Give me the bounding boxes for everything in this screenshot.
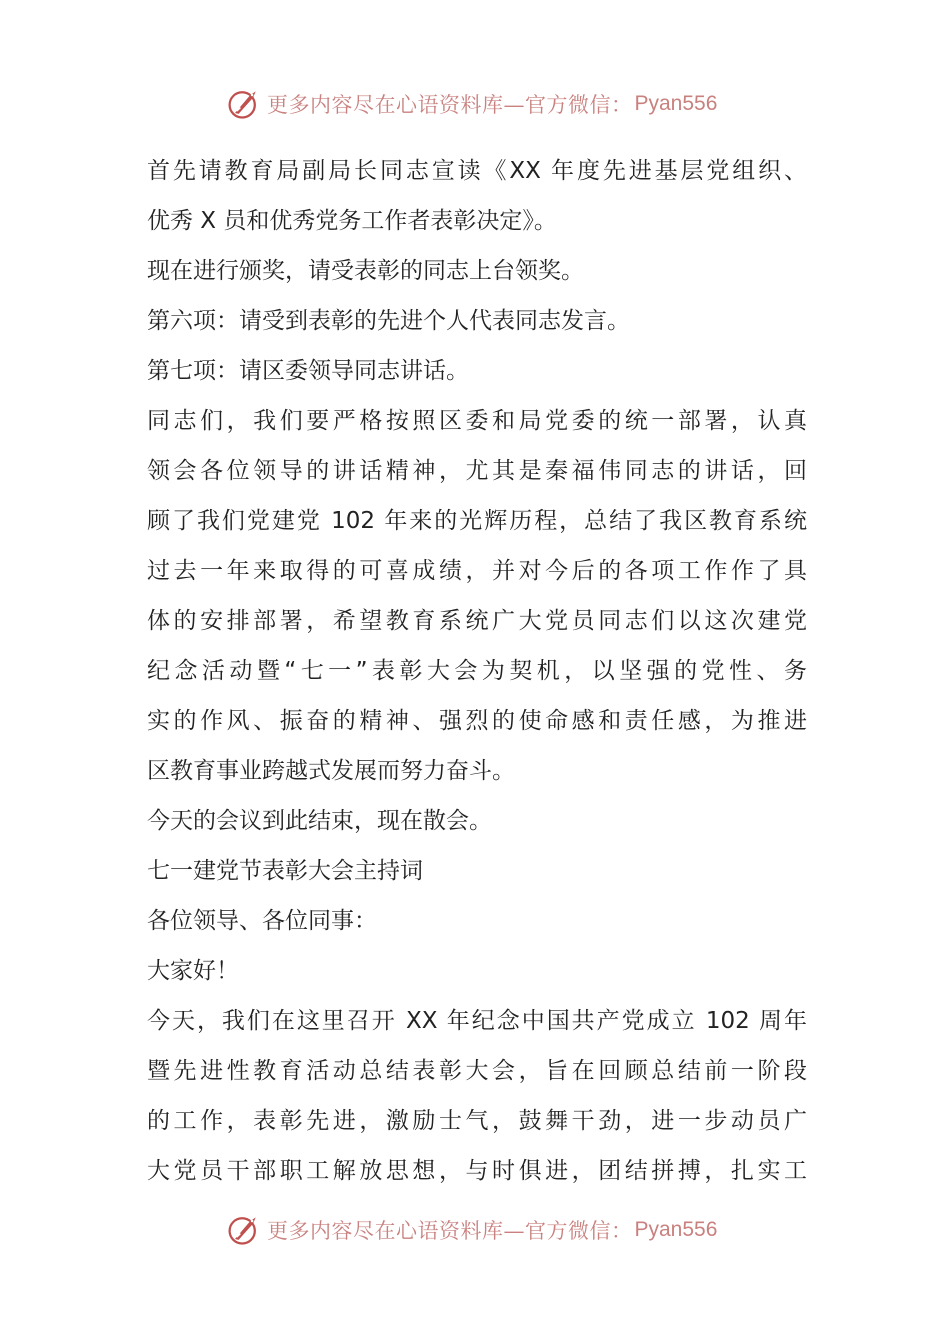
body-line: 同志们，我们要严格按照区委和局党委的统一部署，认真	[147, 408, 807, 434]
body-line: 现在进行颁奖，请受表彰的同志上台领奖。	[147, 258, 584, 284]
watermark-header	[225, 84, 745, 124]
pen-nib-logo-icon	[225, 86, 263, 122]
body-line: 区教育事业跨越式发展而努力奋斗。	[147, 758, 515, 784]
body-line: 顾了我们党建党 102 年来的光辉历程，总结了我区教育系统	[147, 508, 807, 534]
watermark-wechat-id: Pyan556	[634, 1218, 718, 1241]
section-title: 七一建党节表彰大会主持词	[147, 858, 423, 884]
salutation: 各位领导、各位同事：	[147, 908, 377, 934]
body-line: 第七项：请区委领导同志讲话。	[147, 358, 469, 384]
body-line: 暨先进性教育活动总结表彰大会，旨在回顾总结前一阶段	[147, 1058, 807, 1084]
body-line: 领会各位领导的讲话精神，尤其是秦福伟同志的讲话，回	[147, 458, 807, 484]
body-line: 优秀 X 员和优秀党务工作者表彰决定》。	[147, 208, 557, 234]
document-body	[147, 146, 807, 1196]
body-line: 过去一年来取得的可喜成绩，并对今后的各项工作作了具	[147, 558, 807, 584]
watermark-footer	[225, 1210, 745, 1250]
body-line: 实的作风、振奋的精神、强烈的使命感和责任感，为推进	[147, 708, 807, 734]
body-line: 第六项：请受到表彰的先进个人代表同志发言。	[147, 308, 630, 334]
body-line: 今天的会议到此结束，现在散会。	[147, 808, 492, 834]
greeting: 大家好！	[147, 958, 239, 984]
watermark-wechat-id: Pyan556	[634, 92, 718, 115]
watermark-text: 更多内容尽在心语资料库—官方微信：	[267, 1219, 633, 1243]
body-line: 纪念活动暨“七一”表彰大会为契机，以坚强的党性、务	[147, 658, 807, 684]
pen-nib-logo-icon	[225, 1212, 263, 1248]
body-line: 体的安排部署，希望教育系统广大党员同志们以这次建党	[147, 608, 807, 634]
body-line: 今天，我们在这里召开 XX 年纪念中国共产党成立 102 周年	[147, 1008, 807, 1034]
watermark-text: 更多内容尽在心语资料库—官方微信：	[267, 93, 633, 117]
body-line: 大党员干部职工解放思想，与时俱进，团结拼搏，扎实工	[147, 1158, 807, 1184]
body-line: 的工作，表彰先进，激励士气，鼓舞干劲，进一步动员广	[147, 1108, 807, 1134]
body-line: 首先请教育局副局长同志宣读《XX 年度先进基层党组织、	[147, 158, 807, 184]
